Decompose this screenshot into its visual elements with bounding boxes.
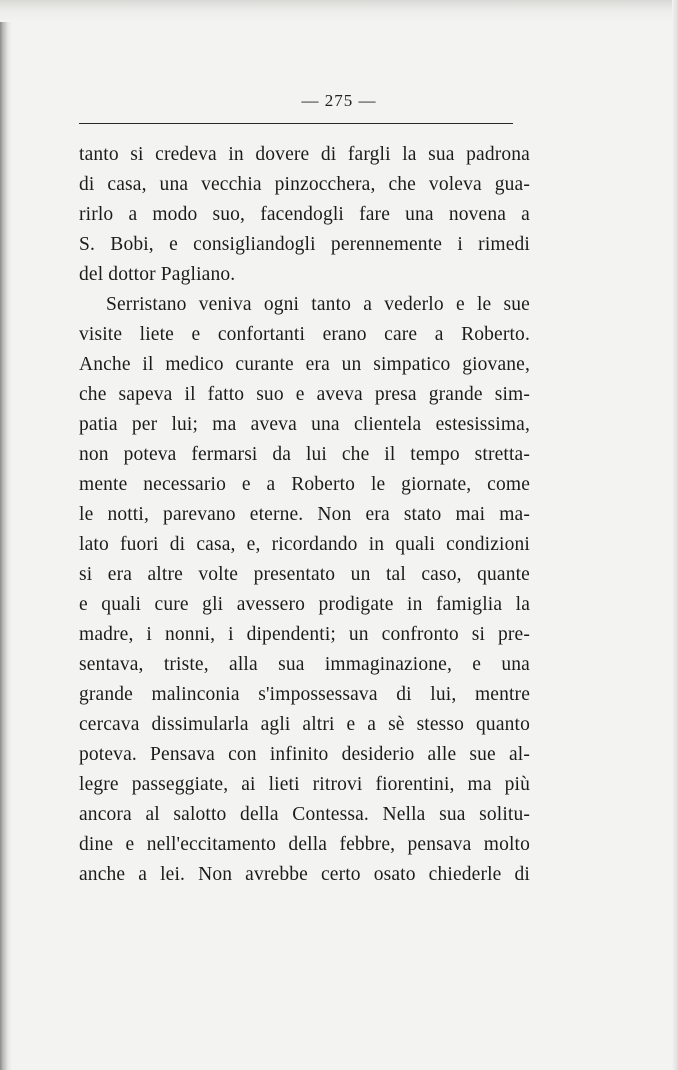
text-line: S. Bobi, e consigliandogli perennemente i rimedi — [79, 234, 530, 255]
text-line: anche a lei. Non avrebbe certo osato chiederle di — [79, 864, 530, 885]
text-line: e quali cure gli avessero prodigate in famiglia la — [79, 594, 530, 615]
text-line: legre passeggiate, ai lieti ritrovi fiorentini, ma più — [79, 774, 530, 795]
text-line: patia per lui; ma aveva una clientela estesissima, — [79, 414, 530, 435]
text-line: che sapeva il fatto suo e aveva presa grande sim- — [79, 384, 530, 405]
text-line: non poteva fermarsi da lui che il tempo stretta- — [79, 444, 530, 465]
text-line: sentava, triste, alla sua immaginazione, e una — [79, 654, 530, 675]
text-line-paragraph-start: Serristano veniva ogni tanto a vederlo e le sue — [106, 294, 530, 315]
text-line: poteva. Pensava con infinito desiderio alle sue al- — [79, 744, 530, 765]
text-line: grande malinconia s'impossessava di lui, mentre — [79, 684, 530, 705]
text-line: madre, i nonni, i dipendenti; un confronto si pre- — [79, 624, 530, 645]
text-line: rirlo a modo suo, facendogli fare una novena a — [79, 204, 530, 225]
text-line: cercava dissimularla agli altri e a sè stesso quanto — [79, 714, 530, 735]
page-number: — 275 — — [301, 91, 377, 110]
body-text — [79, 140, 530, 890]
text-line: le notti, parevano eterne. Non era stato mai ma- — [79, 504, 530, 525]
text-line: ancora al salotto della Contessa. Nella sua solitu- — [79, 804, 530, 825]
text-line: tanto si credeva in dovere di fargli la sua padrona — [79, 144, 530, 165]
text-line: mente necessario e a Roberto le giornate, come — [79, 474, 530, 495]
text-line-paragraph-end: del dottor Pagliano. — [79, 264, 236, 285]
header-rule — [79, 123, 513, 124]
text-line: Anche il medico curante era un simpatico giovane, — [79, 354, 530, 375]
text-line: visite liete e confortanti erano care a Roberto. — [79, 324, 530, 345]
spine-shadow — [0, 0, 12, 1070]
text-line: lato fuori di casa, e, ricordando in quali condizioni — [79, 534, 530, 555]
text-line: si era altre volte presentato un tal caso, quante — [79, 564, 530, 585]
top-edge-shadow — [0, 0, 678, 22]
right-edge-shadow — [672, 0, 678, 1070]
text-line: dine e nell'eccitamento della febbre, pensava molto — [79, 834, 530, 855]
text-line: di casa, una vecchia pinzocchera, che voleva gua- — [79, 174, 530, 195]
